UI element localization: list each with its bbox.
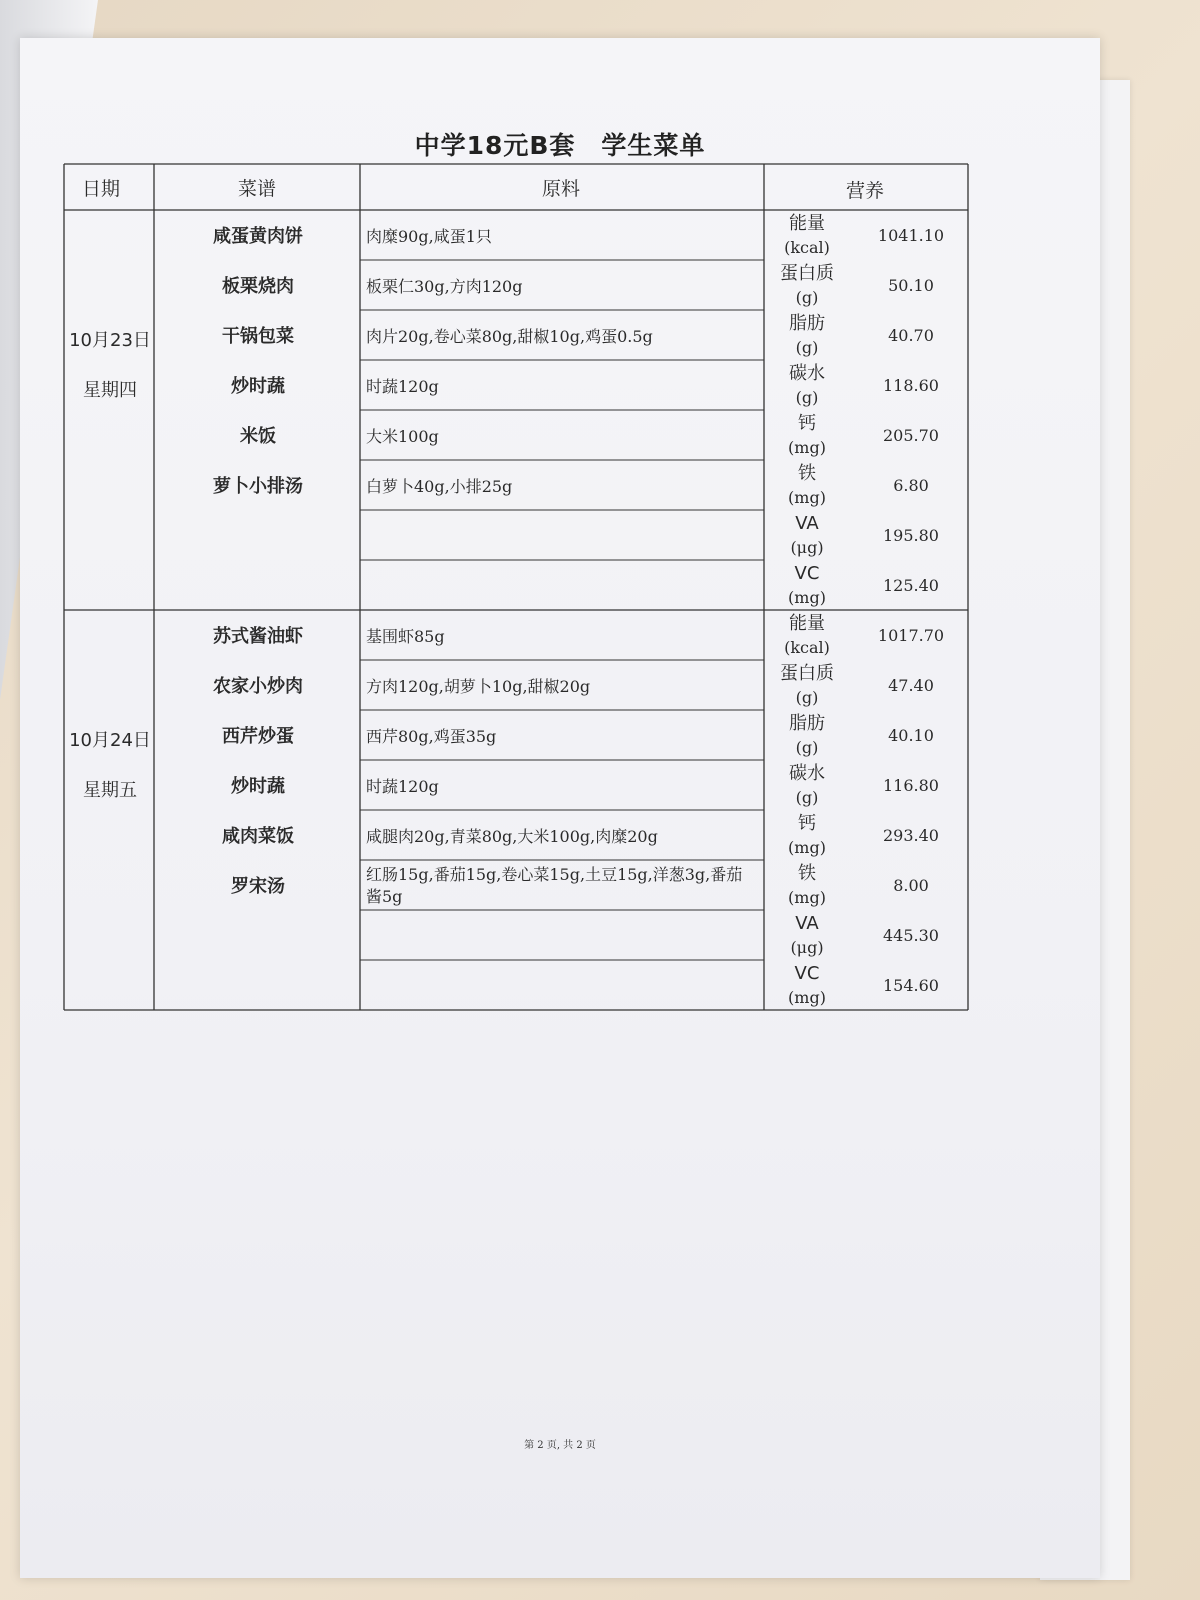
nutrient-value: 116.80 (883, 776, 939, 795)
nutrient-unit: (mg) (788, 438, 826, 457)
nutrient-unit: (g) (795, 688, 819, 707)
nutrient-value: 40.10 (888, 726, 934, 745)
nutrient-label (765, 962, 849, 1010)
nutrient-label (765, 362, 849, 410)
nutrient-name: VC (794, 963, 820, 984)
nutrient-label (765, 512, 849, 560)
ingredient-text: 咸腿肉20g,青菜80g,大米100g,肉糜20g (366, 827, 658, 846)
dish-name: 炒时蔬 (231, 376, 285, 397)
nutrient-unit: (g) (795, 338, 819, 357)
dish-name: 苏式酱油虾 (213, 626, 303, 647)
weekday-label: 星期四 (83, 380, 137, 401)
dish-name: 板栗烧肉 (222, 276, 294, 297)
nutrient-value: 445.30 (883, 926, 939, 945)
nutrient-unit: (g) (795, 738, 819, 757)
nutrient-label (765, 412, 849, 460)
nutrient-name: 碳水 (789, 763, 825, 784)
nutrient-name: 能量 (789, 213, 825, 234)
ingredient-text: 肉糜90g,咸蛋1只 (366, 227, 492, 246)
dish-name: 罗宋汤 (231, 876, 285, 897)
nutrient-unit: (μg) (790, 538, 824, 557)
nutrient-value: 293.40 (883, 826, 939, 845)
header-ingredients: 原料 (542, 178, 581, 200)
nutrient-name: VA (795, 513, 819, 534)
nutrient-name: 脂肪 (789, 713, 825, 734)
nutrient-value: 1041.10 (877, 226, 945, 245)
ingredient-text: 方肉120g,胡萝卜10g,甜椒20g (366, 677, 591, 696)
header-dish: 菜谱 (238, 178, 277, 200)
dish-name: 炒时蔬 (231, 776, 285, 797)
nutrient-value: 47.40 (888, 676, 934, 695)
nutrient-unit: (g) (795, 388, 819, 407)
nutrient-unit: (g) (795, 788, 819, 807)
nutrient-label (765, 212, 849, 260)
dish-name: 萝卜小排汤 (213, 476, 303, 497)
nutrient-name: 蛋白质 (780, 663, 834, 684)
ingredient-text: 时蔬120g (366, 377, 439, 396)
nutrient-name: 能量 (789, 613, 825, 634)
nutrient-value: 118.60 (883, 376, 939, 395)
nutrient-value: 195.80 (883, 526, 939, 545)
nutrient-name: 钙 (798, 413, 816, 434)
nutrient-label (765, 612, 849, 660)
nutrient-value: 205.70 (883, 426, 939, 445)
ingredient-text: 肉片20g,卷心菜80g,甜椒10g,鸡蛋0.5g (366, 327, 653, 346)
nutrient-unit: (kcal) (784, 638, 830, 657)
ingredient-text: 板栗仁30g,方肉120g (366, 277, 523, 296)
ingredient-text: 白萝卜40g,小排25g (366, 477, 513, 496)
date-label: 10月23日 (69, 330, 151, 351)
nutrient-value: 1017.70 (877, 626, 945, 645)
menu-table-grid (20, 38, 1100, 1578)
nutrient-label (765, 562, 849, 610)
ingredient-text: 大米100g (366, 427, 439, 446)
ingredient-text: 基围虾85g (366, 627, 445, 646)
dish-name: 农家小炒肉 (213, 676, 303, 697)
header-nutrition: 营养 (846, 180, 885, 202)
nutrient-unit: (mg) (788, 988, 826, 1007)
nutrient-unit: (mg) (788, 488, 826, 507)
nutrient-unit: (μg) (790, 938, 824, 957)
dish-name: 干锅包菜 (222, 326, 294, 347)
page-footer: 第 2 页, 共 2 页 (524, 1440, 596, 1451)
nutrient-value: 8.00 (893, 876, 929, 895)
nutrient-name: 钙 (798, 813, 816, 834)
nutrient-label (765, 262, 849, 310)
nutrient-name: VA (795, 913, 819, 934)
nutrient-unit: (g) (795, 288, 819, 307)
nutrient-label (765, 712, 849, 760)
date-label: 10月24日 (69, 730, 151, 751)
nutrient-value: 6.80 (893, 476, 929, 495)
dish-name: 咸蛋黄肉饼 (213, 226, 303, 247)
nutrient-value: 125.40 (883, 576, 939, 595)
ingredient-text: 西芹80g,鸡蛋35g (366, 727, 497, 746)
nutrient-label (765, 312, 849, 360)
menu-page (20, 38, 1100, 1578)
ingredient-text: 时蔬120g (366, 777, 439, 796)
nutrient-unit: (mg) (788, 888, 826, 907)
ingredient-text: 红肠15g,番茄15g,卷心菜15g,土豆15g,洋葱3g,番茄酱5g (366, 865, 743, 906)
title-sub: 学生菜单 (601, 131, 706, 160)
nutrient-unit: (mg) (788, 588, 826, 607)
nutrient-unit: (kcal) (784, 238, 830, 257)
nutrient-name: 铁 (798, 463, 816, 484)
dish-name: 米饭 (240, 426, 276, 447)
nutrient-label (765, 912, 849, 960)
nutrient-label (765, 462, 849, 510)
nutrient-label (765, 862, 849, 910)
nutrient-name: VC (794, 563, 820, 584)
dish-name: 咸肉菜饭 (222, 826, 294, 847)
nutrient-label (765, 812, 849, 860)
nutrient-name: 蛋白质 (780, 263, 834, 284)
nutrient-name: 铁 (798, 863, 816, 884)
nutrient-label (765, 662, 849, 710)
weekday-label: 星期五 (83, 780, 137, 801)
nutrient-label (765, 762, 849, 810)
nutrient-value: 40.70 (888, 326, 934, 345)
nutrient-name: 脂肪 (789, 313, 825, 334)
nutrient-name: 碳水 (789, 363, 825, 384)
title-main: 中学18元B套 (414, 131, 576, 160)
nutrient-value: 50.10 (888, 276, 934, 295)
nutrient-value: 154.60 (883, 976, 939, 995)
nutrient-unit: (mg) (788, 838, 826, 857)
dish-name: 西芹炒蛋 (222, 726, 294, 747)
header-date: 日期 (82, 178, 121, 200)
